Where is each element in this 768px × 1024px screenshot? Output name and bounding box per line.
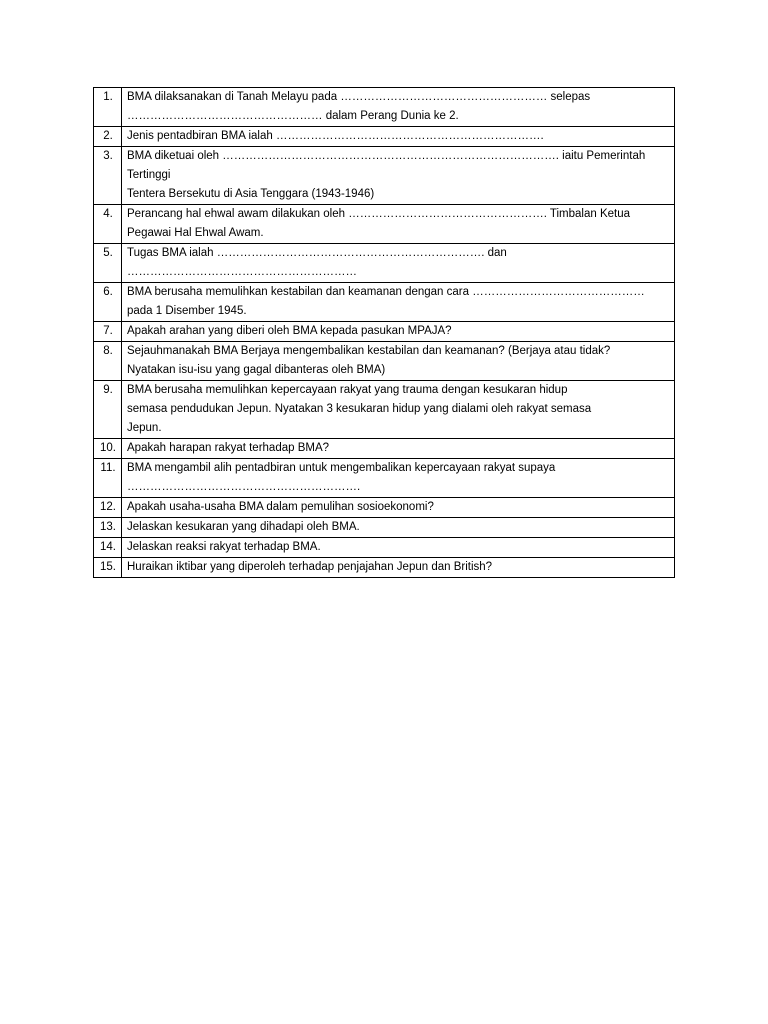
question-number: 8. xyxy=(94,342,122,381)
table-row xyxy=(94,283,675,322)
question-text xyxy=(122,342,675,381)
table-row xyxy=(94,381,675,439)
question-text-line: Jenis pentadbiran BMA ialah ……………………………………………………………. xyxy=(127,130,544,142)
question-text-line: pada 1 Disember 1945. xyxy=(127,305,247,317)
question-text xyxy=(122,439,675,459)
question-text-line: Jelaskan kesukaran yang dihadapi oleh BMA. xyxy=(127,521,360,533)
question-number: 10. xyxy=(94,439,122,459)
question-text-line: Apakah usaha-usaha BMA dalam pemulihan sosioekonomi? xyxy=(127,501,434,513)
table-row xyxy=(94,518,675,538)
table-row xyxy=(94,439,675,459)
question-text-line: BMA diketuai oleh ……………………………………………………………………………. iaitu Pemerintah Tertinggi xyxy=(127,150,646,181)
question-text-line: Huraikan iktibar yang diperoleh terhadap penjajahan Jepun dan British? xyxy=(127,561,493,573)
question-text xyxy=(122,381,675,439)
question-text-line: Nyatakan isu-isu yang gagal dibanteras oleh BMA) xyxy=(127,364,386,376)
question-text-line: Tentera Bersekutu di Asia Tenggara (1943-1946) xyxy=(127,188,375,200)
worksheet xyxy=(93,87,675,578)
question-text xyxy=(122,205,675,244)
question-number: 1. xyxy=(94,88,122,127)
table-row xyxy=(94,322,675,342)
question-text xyxy=(122,322,675,342)
question-number: 14. xyxy=(94,538,122,558)
question-text xyxy=(122,244,675,283)
question-number: 13. xyxy=(94,518,122,538)
question-text-line: semasa pendudukan Jepun. Nyatakan 3 kesukaran hidup yang dialami oleh rakyat semasa xyxy=(127,403,592,415)
question-text xyxy=(122,127,675,147)
question-text-line: Perancang hal ehwal awam dilakukan oleh ……………………………………………. Timbalan Ketua xyxy=(127,208,630,220)
question-table-body xyxy=(94,88,675,578)
question-number: 7. xyxy=(94,322,122,342)
table-row xyxy=(94,538,675,558)
table-row xyxy=(94,127,675,147)
question-text-line: Pegawai Hal Ehwal Awam. xyxy=(127,227,264,239)
question-text xyxy=(122,518,675,538)
question-text xyxy=(122,459,675,498)
question-text-line: BMA dilaksanakan di Tanah Melayu pada ……………………………………………… selepas xyxy=(127,91,591,103)
table-row xyxy=(94,459,675,498)
question-number: 4. xyxy=(94,205,122,244)
question-number: 15. xyxy=(94,558,122,578)
table-row xyxy=(94,342,675,381)
question-text-line: ……………………………………………………. xyxy=(127,481,361,493)
question-text xyxy=(122,558,675,578)
question-number: 5. xyxy=(94,244,122,283)
question-text xyxy=(122,538,675,558)
table-row xyxy=(94,498,675,518)
table-row xyxy=(94,244,675,283)
question-text-line: Jepun. xyxy=(127,422,162,434)
question-text-line: BMA berusaha memulihkan kestabilan dan keamanan dengan cara ……………………………………… xyxy=(127,286,645,298)
question-text xyxy=(122,283,675,322)
table-row xyxy=(94,147,675,205)
question-number: 11. xyxy=(94,459,122,498)
question-number: 6. xyxy=(94,283,122,322)
question-text-line: BMA berusaha memulihkan kepercayaan rakyat yang trauma dengan kesukaran hidup xyxy=(127,384,568,396)
question-text xyxy=(122,498,675,518)
question-number: 3. xyxy=(94,147,122,205)
question-text-line: BMA mengambil alih pentadbiran untuk mengembalikan kepercayaan rakyat supaya xyxy=(127,462,556,474)
table-row xyxy=(94,205,675,244)
question-number: 2. xyxy=(94,127,122,147)
question-number: 12. xyxy=(94,498,122,518)
question-text xyxy=(122,88,675,127)
question-text-line: Apakah arahan yang diberi oleh BMA kepada pasukan MPAJA? xyxy=(127,325,452,337)
question-text-line: Sejauhmanakah BMA Berjaya mengembalikan kestabilan dan keamanan? (Berjaya atau tidak? xyxy=(127,345,611,357)
question-text-line: Tugas BMA ialah ……………………………………………………………. dan …………………………………………………… xyxy=(127,247,507,278)
question-text xyxy=(122,147,675,205)
table-row xyxy=(94,558,675,578)
question-table xyxy=(93,87,675,578)
question-text-line: Jelaskan reaksi rakyat terhadap BMA. xyxy=(127,541,321,553)
question-text-line: Apakah harapan rakyat terhadap BMA? xyxy=(127,442,330,454)
table-row xyxy=(94,88,675,127)
question-text-line: …………………………………………… dalam Perang Dunia ke 2. xyxy=(127,110,459,122)
question-number: 9. xyxy=(94,381,122,439)
